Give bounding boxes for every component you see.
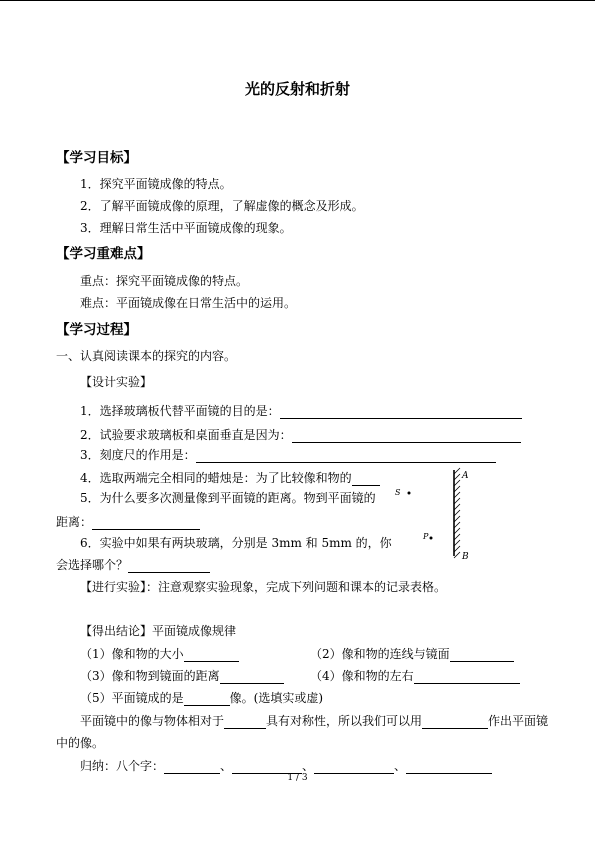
symmetry-blank-1[interactable] (224, 716, 266, 729)
conclusion-blank-3[interactable] (220, 671, 284, 684)
label-s: S (395, 488, 401, 497)
goal-1: 1．探究平面镜成像的特点。 (80, 177, 232, 191)
conclusion-5-text-b: 像。(选填实或虚) (229, 691, 324, 705)
conclusion-3 (80, 667, 284, 684)
symmetry-line-2: 中的像。 (56, 736, 105, 750)
question-3-text: 3．刻度尺的作用是： (80, 448, 196, 462)
conclusion-blank-2[interactable] (450, 649, 514, 662)
separator-2: 、 (302, 759, 315, 773)
answer-blank-3[interactable] (196, 450, 496, 463)
question-1-text: 1．选择玻璃板代替平面镜的目的是： (80, 404, 280, 418)
goal-3: 3．理解日常生活中平面镜成像的现象。 (80, 221, 292, 235)
label-p: P (423, 532, 429, 541)
page-number: 1 / 3 (287, 773, 308, 783)
conclusion-5 (80, 689, 323, 706)
label-b: B (462, 552, 469, 562)
answer-blank-2[interactable] (292, 430, 521, 443)
answer-blank-1[interactable] (280, 406, 522, 419)
question-2-text: 2．试验要求玻璃板和桌面垂直是因为： (80, 428, 292, 442)
conclusion-label: 【得出结论】平面镜成像规律 (80, 624, 237, 638)
conclusion-2-text: （2）像和物的连线与镜面 (310, 647, 450, 661)
point-p (430, 537, 433, 540)
label-a: A (462, 471, 469, 481)
conclusion-blank-4[interactable] (414, 671, 520, 684)
conclusion-4 (310, 667, 520, 684)
question-4 (80, 469, 380, 486)
question-6-line-2 (56, 556, 210, 573)
conclusion-5-text-a: （5）平面镜成的是 (80, 691, 184, 705)
answer-blank-6[interactable] (128, 560, 210, 573)
conclusion-blank-5[interactable] (184, 693, 230, 706)
separator-1: 、 (220, 759, 233, 773)
goals-heading: 【学习目标】 (56, 150, 137, 166)
question-5-line-1: 5．为什么要多次测量像到平面镜的距离。物到平面镜的 (80, 491, 376, 505)
separator-3: 、 (394, 759, 407, 773)
symmetry-text-b: 具有对称性，所以我们可以用 (266, 714, 423, 728)
run-label: 【进行实验】：注意观察实验现象，完成下列问题和课本的记录表格。 (80, 580, 447, 594)
question-1 (80, 402, 522, 419)
step-1: 一、认真阅读课本的探究的内容。 (56, 349, 237, 363)
design-label: 【设计实验】 (80, 375, 153, 389)
symmetry-text-a: 平面镜中的像与物体相对于 (80, 714, 225, 728)
goal-2: 2．了解平面镜成像的原理，了解虚像的概念及形成。 (80, 199, 364, 213)
question-6-text: 会选择哪个？ (56, 558, 129, 572)
mirror-diagram (388, 466, 478, 562)
symmetry-blank-2[interactable] (422, 716, 488, 729)
summary-line (80, 757, 492, 774)
question-6-line-1: 6．实验中如果有两块玻璃，分别是 3mm 和 5mm 的，你 (80, 536, 392, 550)
key-point-1: 重点：探究平面镜成像的特点。 (80, 274, 249, 288)
conclusion-1 (80, 645, 239, 662)
symmetry-text-c: 作出平面镜 (488, 714, 549, 728)
answer-blank-4[interactable] (352, 473, 380, 486)
point-s (408, 492, 411, 495)
key-heading: 【学习重难点】 (56, 246, 151, 262)
question-5-line-2 (56, 513, 200, 530)
question-4-text: 4．选取两端完全相同的蜡烛是：为了比较像和物的 (80, 471, 352, 485)
conclusion-blank-1[interactable] (184, 649, 239, 662)
mirror-hatching (454, 468, 460, 558)
conclusion-1-text: （1）像和物的大小 (80, 647, 184, 661)
page-title: 光的反射和折射 (244, 80, 350, 98)
conclusion-2 (310, 645, 514, 662)
question-2 (80, 426, 521, 443)
conclusion-4-text: （4）像和物的左右 (310, 669, 414, 683)
answer-blank-5[interactable] (92, 517, 200, 530)
process-heading: 【学习过程】 (56, 322, 137, 338)
symmetry-line-1 (80, 712, 548, 729)
question-3 (80, 446, 496, 463)
top-rule (0, 0, 595, 1)
summary-text: 归纳：八个字： (80, 759, 165, 773)
question-5-text: 距离： (56, 515, 93, 529)
key-point-2: 难点：平面镜成像在日常生活中的运用。 (80, 296, 297, 310)
conclusion-3-text: （3）像和物到镜面的距离 (80, 669, 220, 683)
